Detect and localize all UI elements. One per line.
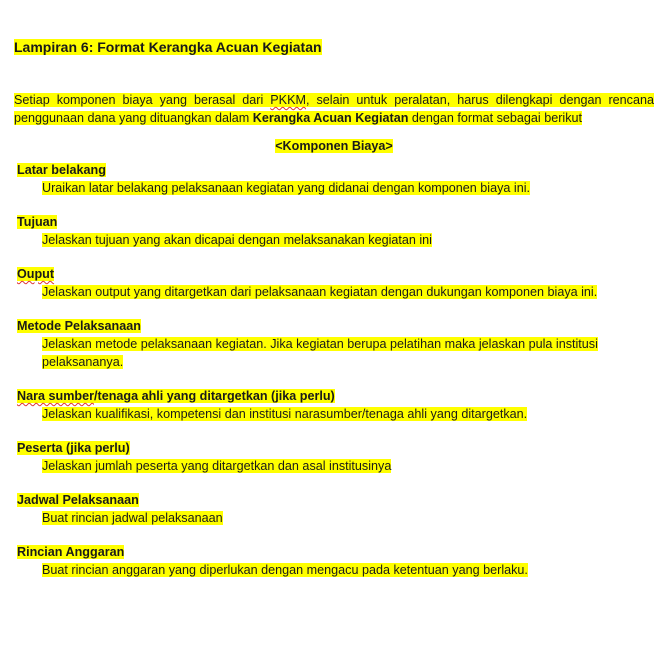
section-peserta bbox=[17, 440, 654, 475]
section-body: Buat rincian anggaran yang diperlukan dengan mengacu pada ketentuan yang berlaku. bbox=[42, 563, 528, 577]
section-metode-pelaksanaan bbox=[17, 318, 654, 371]
section-heading-part-2: /tenaga ahli yang ditargetkan (jika perlu) bbox=[94, 389, 335, 403]
section-heading: Latar belakang bbox=[17, 163, 106, 177]
component-heading-text: <Komponen Biaya> bbox=[275, 139, 393, 153]
section-heading: Jadwal Pelaksanaan bbox=[17, 493, 139, 507]
intro-text bbox=[14, 93, 654, 125]
section-body: Jelaskan metode pelaksanaan kegiatan. Jika kegiatan berupa pelatihan maka jelaskan pula institusi pelaksananya. bbox=[42, 337, 598, 369]
section-rincian-anggaran bbox=[17, 544, 654, 579]
section-heading-part-1: Nara sumber bbox=[17, 389, 94, 403]
section-heading: Rincian Anggaran bbox=[17, 545, 125, 559]
section-body: Jelaskan tujuan yang akan dicapai dengan melaksanakan kegiatan ini bbox=[42, 233, 432, 247]
intro-part-3: dengan format sebagai berikut bbox=[408, 111, 583, 125]
section-heading: Tujuan bbox=[17, 215, 58, 229]
section-jadwal-pelaksanaan bbox=[17, 492, 654, 527]
section-body: Jelaskan output yang ditargetkan dari pelaksanaan kegiatan dengan dukungan komponen biaya ini. bbox=[42, 285, 598, 299]
document-title bbox=[14, 38, 654, 57]
section-heading: Metode Pelaksanaan bbox=[17, 319, 141, 333]
section-nara-sumber bbox=[17, 388, 654, 423]
section-latar-belakang bbox=[17, 162, 654, 197]
intro-part-2: , selain untuk peralatan, harus dilengkapi dengan rencana penggunaan dana yang dituangkan dalam bbox=[14, 93, 654, 125]
title-text: Lampiran 6: Format Kerangka Acuan Kegiatan bbox=[14, 39, 322, 55]
section-output bbox=[17, 266, 654, 301]
section-body: Jelaskan jumlah peserta yang ditargetkan dan asal institusinya bbox=[42, 459, 392, 473]
section-heading: Peserta (jika perlu) bbox=[17, 441, 130, 455]
section-heading bbox=[17, 389, 335, 403]
intro-part-1: Setiap komponen biaya yang berasal dari bbox=[14, 93, 271, 107]
document-page bbox=[14, 38, 654, 596]
section-heading: Ouput bbox=[17, 267, 55, 281]
section-body: Uraikan latar belakang pelaksanaan kegiatan yang didanai dengan komponen biaya ini. bbox=[42, 181, 531, 195]
intro-paragraph bbox=[14, 91, 654, 127]
intro-pkkm: PKKM bbox=[270, 93, 306, 107]
section-body: Jelaskan kualifikasi, kompetensi dan institusi narasumber/tenaga ahli yang ditargetkan. bbox=[42, 407, 528, 421]
section-body: Buat rincian jadwal pelaksanaan bbox=[42, 511, 223, 525]
section-tujuan bbox=[17, 214, 654, 249]
intro-kak-bold: Kerangka Acuan Kegiatan bbox=[252, 111, 409, 125]
component-heading bbox=[14, 137, 654, 155]
